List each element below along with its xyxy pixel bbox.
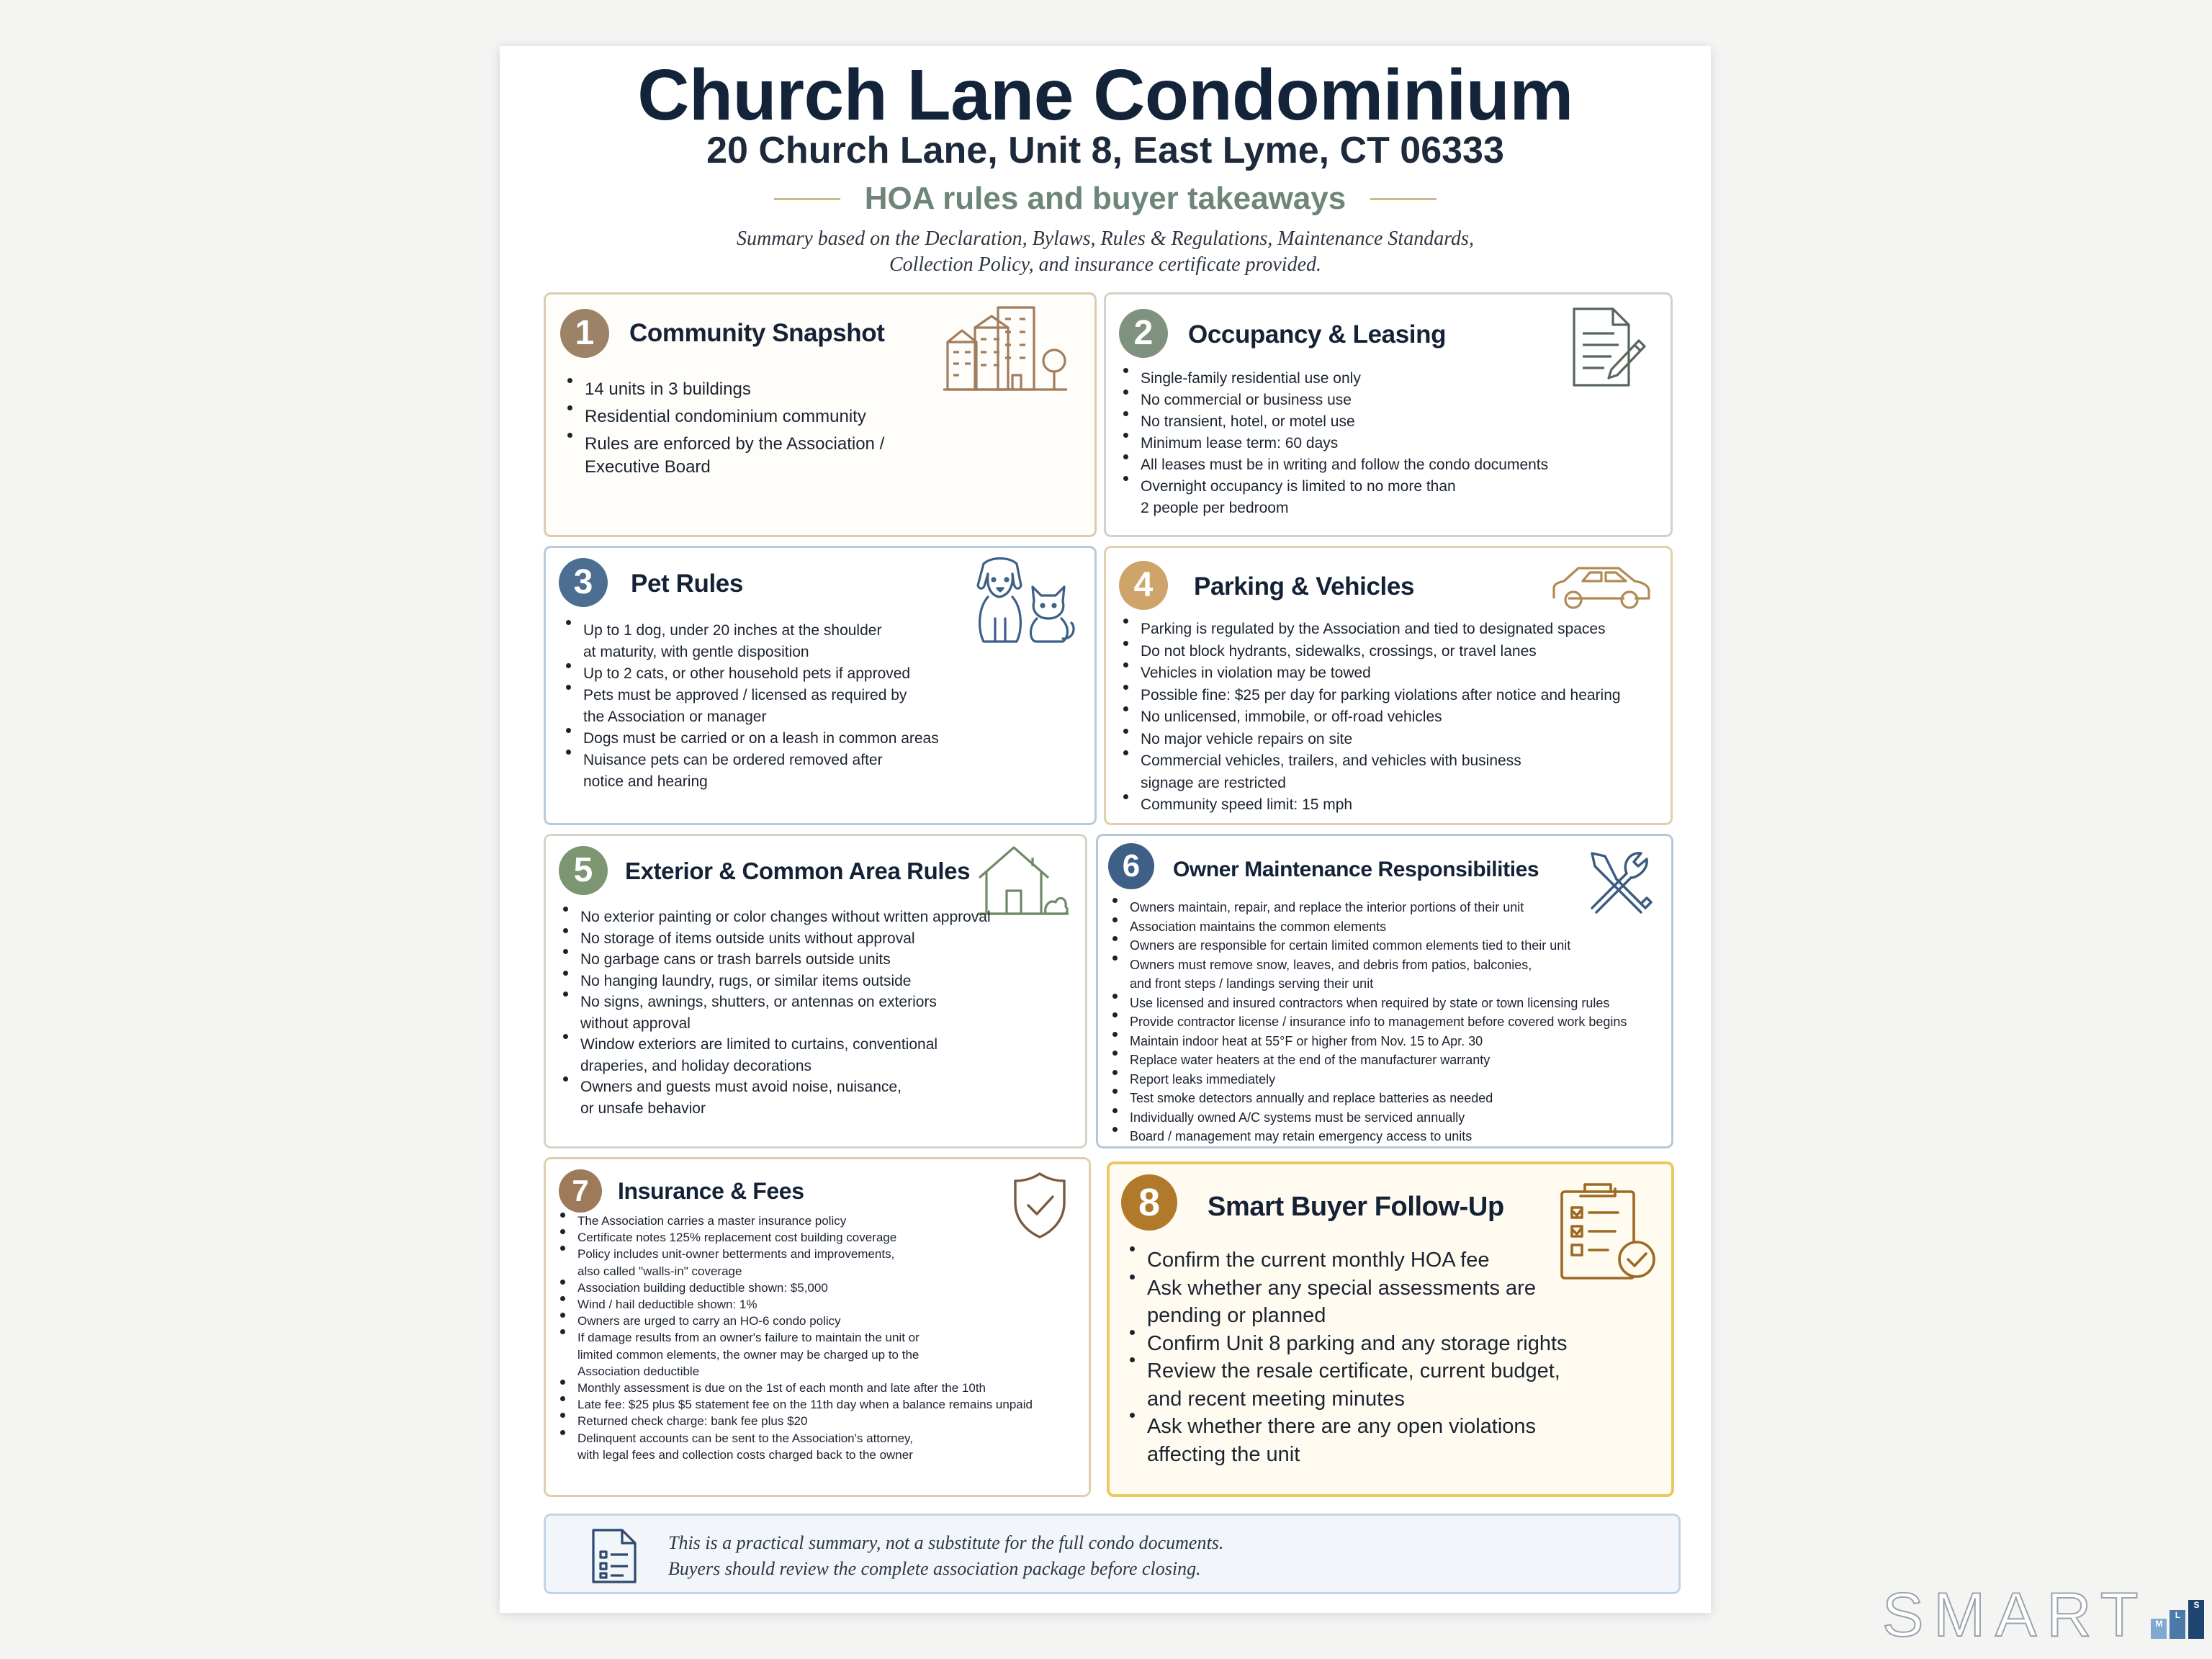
section-list	[1128, 1246, 1568, 1468]
list-item: No hanging laundry, rugs, or similar items outside	[562, 971, 991, 992]
list-item: Up to 1 dog, under 20 inches at the shoulder at maturity, with gentle disposition	[565, 620, 939, 663]
section-number-badge: 4	[1119, 561, 1168, 610]
list-item: No signs, awnings, shutters, or antennas on exteriors without approval	[562, 992, 991, 1034]
list-item: Community speed limit: 15 mph	[1122, 794, 1621, 817]
list-item: Association maintains the common elements	[1111, 917, 1627, 937]
list-item: Monthly assessment is due on the 1st of each month and late after the 10th	[559, 1380, 1033, 1396]
list-item: Association building deductible shown: $5,000	[559, 1280, 1033, 1296]
document-list-icon	[589, 1527, 641, 1585]
section-number-badge: 5	[559, 846, 608, 895]
list-item: No garbage cans or trash barrels outside units	[562, 949, 991, 971]
smart-mls-watermark	[1882, 1581, 2204, 1650]
list-item: Overnight occupancy is limited to no more than 2 people per bedroom	[1122, 476, 1548, 519]
list-item: The Association carries a master insurance policy	[559, 1213, 1033, 1229]
section-title: Exterior & Common Area Rules	[625, 858, 971, 884]
list-item: Maintain indoor heat at 55°F or higher from Nov. 15 to Apr. 30	[1111, 1032, 1627, 1051]
list-item: Wind / hail deductible shown: 1%	[559, 1296, 1033, 1313]
list-item: Test smoke detectors annually and replace batteries as needed	[1111, 1089, 1627, 1108]
list-item: Parking is regulated by the Association and tied to designated spaces	[1122, 619, 1621, 641]
list-item: Dogs must be carried or on a leash in common areas	[565, 728, 939, 750]
disclaimer-text	[668, 1530, 1223, 1582]
summary-line-2: Collection Policy, and insurance certificate provided.	[889, 253, 1322, 276]
section-number-badge: 1	[560, 309, 609, 358]
section-number-badge: 7	[559, 1169, 602, 1213]
list-item: Single-family residential use only	[1122, 368, 1548, 390]
list-item: No major vehicle repairs on site	[1122, 729, 1621, 751]
page-title: Church Lane Condominium	[637, 55, 1573, 135]
car-icon	[1550, 562, 1653, 613]
list-item: Owners are responsible for certain limited common elements tied to their unit	[1111, 936, 1627, 956]
disclaimer-line-1: This is a practical summary, not a substitute for the full condo documents.	[668, 1532, 1224, 1553]
card-occupancy-leasing	[1104, 292, 1673, 537]
list-item: Policy includes unit-owner betterments and improvements, also called "walls-in" coverage	[559, 1246, 1033, 1279]
watermark-bars	[2151, 1600, 2204, 1639]
watermark-word: SMART	[1882, 1581, 2149, 1650]
list-item: Do not block hydrants, sidewalks, crossings, or travel lanes	[1122, 641, 1621, 663]
list-item: No unlicensed, immobile, or off-road vehicles	[1122, 706, 1621, 729]
list-item: No storage of items outside units without approval	[562, 928, 991, 950]
summary-note	[500, 226, 1711, 278]
section-list	[1122, 368, 1548, 519]
list-item: No commercial or business use	[1122, 390, 1548, 411]
section-title: Parking & Vehicles	[1194, 572, 1415, 601]
card-owner-maintenance	[1096, 834, 1673, 1148]
buildings-icon	[940, 305, 1070, 394]
subtitle-row	[500, 179, 1711, 219]
watermark-letter: S	[2188, 1600, 2204, 1639]
list-item: All leases must be in writing and follow the condo documents	[1122, 454, 1548, 476]
list-item: Owners must remove snow, leaves, and debris from patios, balconies, and front steps / landings serving their unit	[1111, 956, 1627, 994]
section-list	[1122, 619, 1621, 817]
list-item: Individually owned A/C systems must be serviced annually	[1111, 1108, 1627, 1128]
disclaimer-box	[544, 1514, 1681, 1594]
list-item: Commercial vehicles, trailers, and vehicles with business signage are restricted	[1122, 750, 1621, 794]
list-item: Board / management may retain emergency access to units	[1111, 1127, 1627, 1146]
list-item: Up to 2 cats, or other household pets if approved	[565, 663, 939, 685]
section-number-badge: 3	[559, 558, 608, 607]
section-title: Owner Maintenance Responsibilities	[1173, 858, 1539, 881]
list-item: Certificate notes 125% replacement cost building coverage	[559, 1229, 1033, 1246]
list-item: Residential condominium community	[566, 405, 884, 428]
list-item: No transient, hotel, or motel use	[1122, 411, 1548, 433]
summary-line-1: Summary based on the Declaration, Bylaws, Rules & Regulations, Maintenance Standards,	[737, 228, 1474, 250]
list-item: Window exteriors are limited to curtains, conventional draperies, and holiday decorations	[562, 1034, 991, 1076]
section-list	[1111, 898, 1627, 1146]
section-number-badge: 8	[1121, 1174, 1177, 1231]
card-exterior-common-area	[544, 834, 1087, 1148]
section-list	[559, 1213, 1033, 1463]
list-item: Late fee: $25 plus $5 statement fee on the 11th day when a balance remains unpaid	[559, 1396, 1033, 1413]
document-page	[500, 46, 1711, 1613]
list-item: Pets must be approved / licensed as required by the Association or manager	[565, 685, 939, 728]
list-item: Minimum lease term: 60 days	[1122, 433, 1548, 454]
section-title: Community Snapshot	[629, 319, 885, 347]
section-list	[565, 620, 939, 793]
list-item: No exterior painting or color changes without written approval	[562, 907, 991, 928]
card-pet-rules	[544, 546, 1097, 825]
list-item: Owners maintain, repair, and replace the interior portions of their unit	[1111, 898, 1627, 917]
section-title: Insurance & Fees	[618, 1178, 804, 1204]
section-number-badge: 2	[1119, 309, 1168, 358]
section-title: Occupancy & Leasing	[1188, 320, 1447, 349]
clipboard-check-icon	[1557, 1179, 1661, 1285]
section-title: Smart Buyer Follow-Up	[1208, 1192, 1504, 1222]
card-smart-buyer-follow-up	[1107, 1161, 1674, 1497]
document-pen-icon	[1570, 305, 1649, 390]
list-item: Ask whether any special assessments are pending or planned	[1128, 1274, 1568, 1330]
list-item: Vehicles in violation may be towed	[1122, 662, 1621, 685]
watermark-letter: L	[2170, 1610, 2185, 1639]
section-title: Pet Rules	[631, 570, 743, 598]
divider-left	[774, 198, 840, 200]
card-community-snapshot	[544, 292, 1097, 537]
list-item: Nuisance pets can be ordered removed after notice and hearing	[565, 750, 939, 793]
divider-right	[1370, 198, 1437, 200]
disclaimer-line-2: Buyers should review the complete association package before closing.	[668, 1558, 1201, 1579]
list-item: Possible fine: $25 per day for parking violations after notice and hearing	[1122, 685, 1621, 707]
list-item: Ask whether there are any open violations affecting the unit	[1128, 1413, 1568, 1468]
list-item: Rules are enforced by the Association / Executive Board	[566, 433, 884, 479]
property-address: 20 Church Lane, Unit 8, East Lyme, CT 06333	[706, 130, 1504, 171]
list-item: Use licensed and insured contractors when required by state or town licensing rules	[1111, 994, 1627, 1013]
list-item: Replace water heaters at the end of the manufacturer warranty	[1111, 1051, 1627, 1070]
list-item: Returned check charge: bank fee plus $20	[559, 1413, 1033, 1429]
list-item: Owners are urged to carry an HO-6 condo policy	[559, 1313, 1033, 1329]
subtitle: HOA rules and buyer takeaways	[864, 181, 1346, 216]
list-item: Confirm the current monthly HOA fee	[1128, 1246, 1568, 1274]
watermark-letter: M	[2151, 1619, 2167, 1639]
list-item: Delinquent accounts can be sent to the Association's attorney, with legal fees and collection costs charged back to the owner	[559, 1430, 1033, 1463]
list-item: Owners and guests must avoid noise, nuisance, or unsafe behavior	[562, 1076, 991, 1119]
list-item: If damage results from an owner's failure to maintain the unit or limited common elements, the owner may be charged up to the Association deductible	[559, 1329, 1033, 1380]
section-list	[562, 907, 991, 1119]
list-item: 14 units in 3 buildings	[566, 378, 884, 401]
list-item: Provide contractor license / insurance info to management before covered work begins	[1111, 1012, 1627, 1032]
list-item: Review the resale certificate, current budget, and recent meeting minutes	[1128, 1357, 1568, 1413]
section-list	[566, 378, 884, 479]
card-insurance-fees	[544, 1157, 1091, 1497]
list-item: Report leaks immediately	[1111, 1070, 1627, 1089]
section-number-badge: 6	[1108, 843, 1154, 889]
list-item: Confirm Unit 8 parking and any storage rights	[1128, 1330, 1568, 1358]
dog-cat-icon	[962, 555, 1077, 646]
card-parking-vehicles	[1104, 546, 1673, 825]
